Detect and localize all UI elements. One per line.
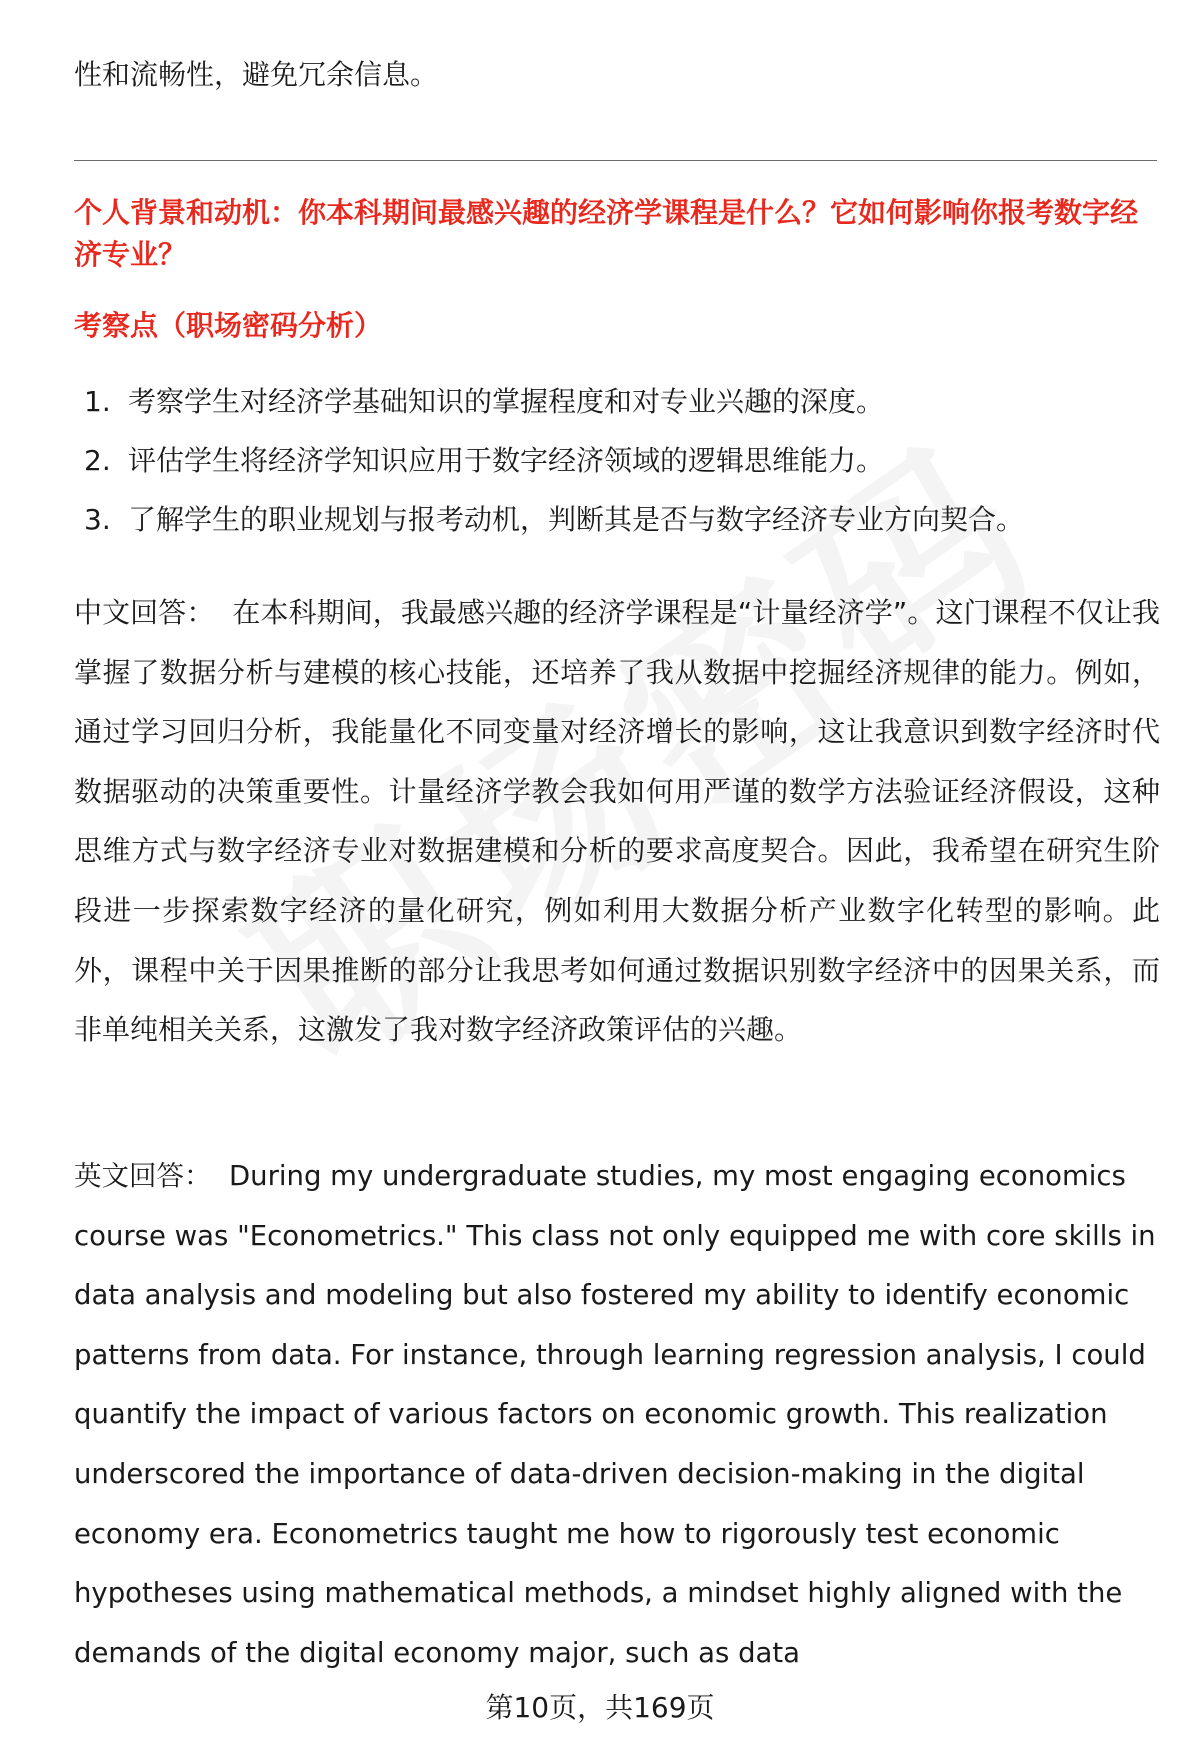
chinese-answer-text: 在本科期间，我最感兴趣的经济学课程是“计量经济学”。这门课程不仅让我掌握了数据分析与建模的核心技能，还培养了我从数据中挖掘经济规律的能力。例如，通过学习回归分析，我能量化不同变量对经济增长的影响，这让我意识到数字经济时代数据驱动的决策重要性。计量经济学教会我如何用严谨的数学方法验证经济假设，这种思维方式与数字经济专业对数据建模和分析的要求高度契合。因此，我希望在研究生阶段进一步探索数字经济的量化研究，例如利用大数据分析产业数字化转型的影响。此外，课程中关于因果推断的部分让我思考如何通过数据识别数字经济中的因果关系，而非单纯相关关系，这激发了我对数字经济政策评估的兴趣。 [74,596,1160,1047]
focus-item-text: 评估学生将经济学知识应用于数字经济领域的逻辑思维能力。 [128,444,885,477]
focus-item-number: 1. [84,385,111,418]
focus-item [84,380,1024,439]
section-divider [74,160,1157,161]
focus-title: 考察点（职场密码分析） [74,309,383,342]
focus-item-number: 2. [84,444,111,477]
english-answer [74,1147,1160,1683]
focus-item [84,439,1024,498]
focus-item-text: 考察学生对经济学基础知识的掌握程度和对专业兴趣的深度。 [128,385,885,418]
focus-item-text: 了解学生的职业规划与报考动机，判断其是否与数字经济专业方向契合。 [128,503,1025,536]
carryover-text: 性和流畅性，避免冗余信息。 [74,58,439,91]
focus-item-number: 3. [84,503,111,536]
focus-item [84,498,1024,557]
document-page [74,0,1160,1755]
chinese-answer [74,583,1160,1060]
english-answer-label: 英文回答： [74,1160,212,1192]
chinese-answer-label: 中文回答： [74,596,215,629]
page-number: 第10页，共169页 [485,1691,715,1724]
english-answer-text: During my undergraduate studies, my most engaging economics course was "Econometrics." This class not only equipped me with core skills in data analysis and modeling but also fostered my ability to identify economic patterns from data. For instance, through learning regression analysis, I could quantify the impact of various factors on economic growth. This realization underscored the importance of data-driven decision-making in the digital economy era. Econometrics taught me how to rigorously test economic hypotheses using mathematical methods, a mindset highly aligned with the demands of the digital economy major, such as data [74,1160,1156,1669]
focus-list [84,380,1024,557]
question-heading: 个人背景和动机：你本科期间最感兴趣的经济学课程是什么？它如何影响你报考数字经济专业？ [74,196,1139,271]
